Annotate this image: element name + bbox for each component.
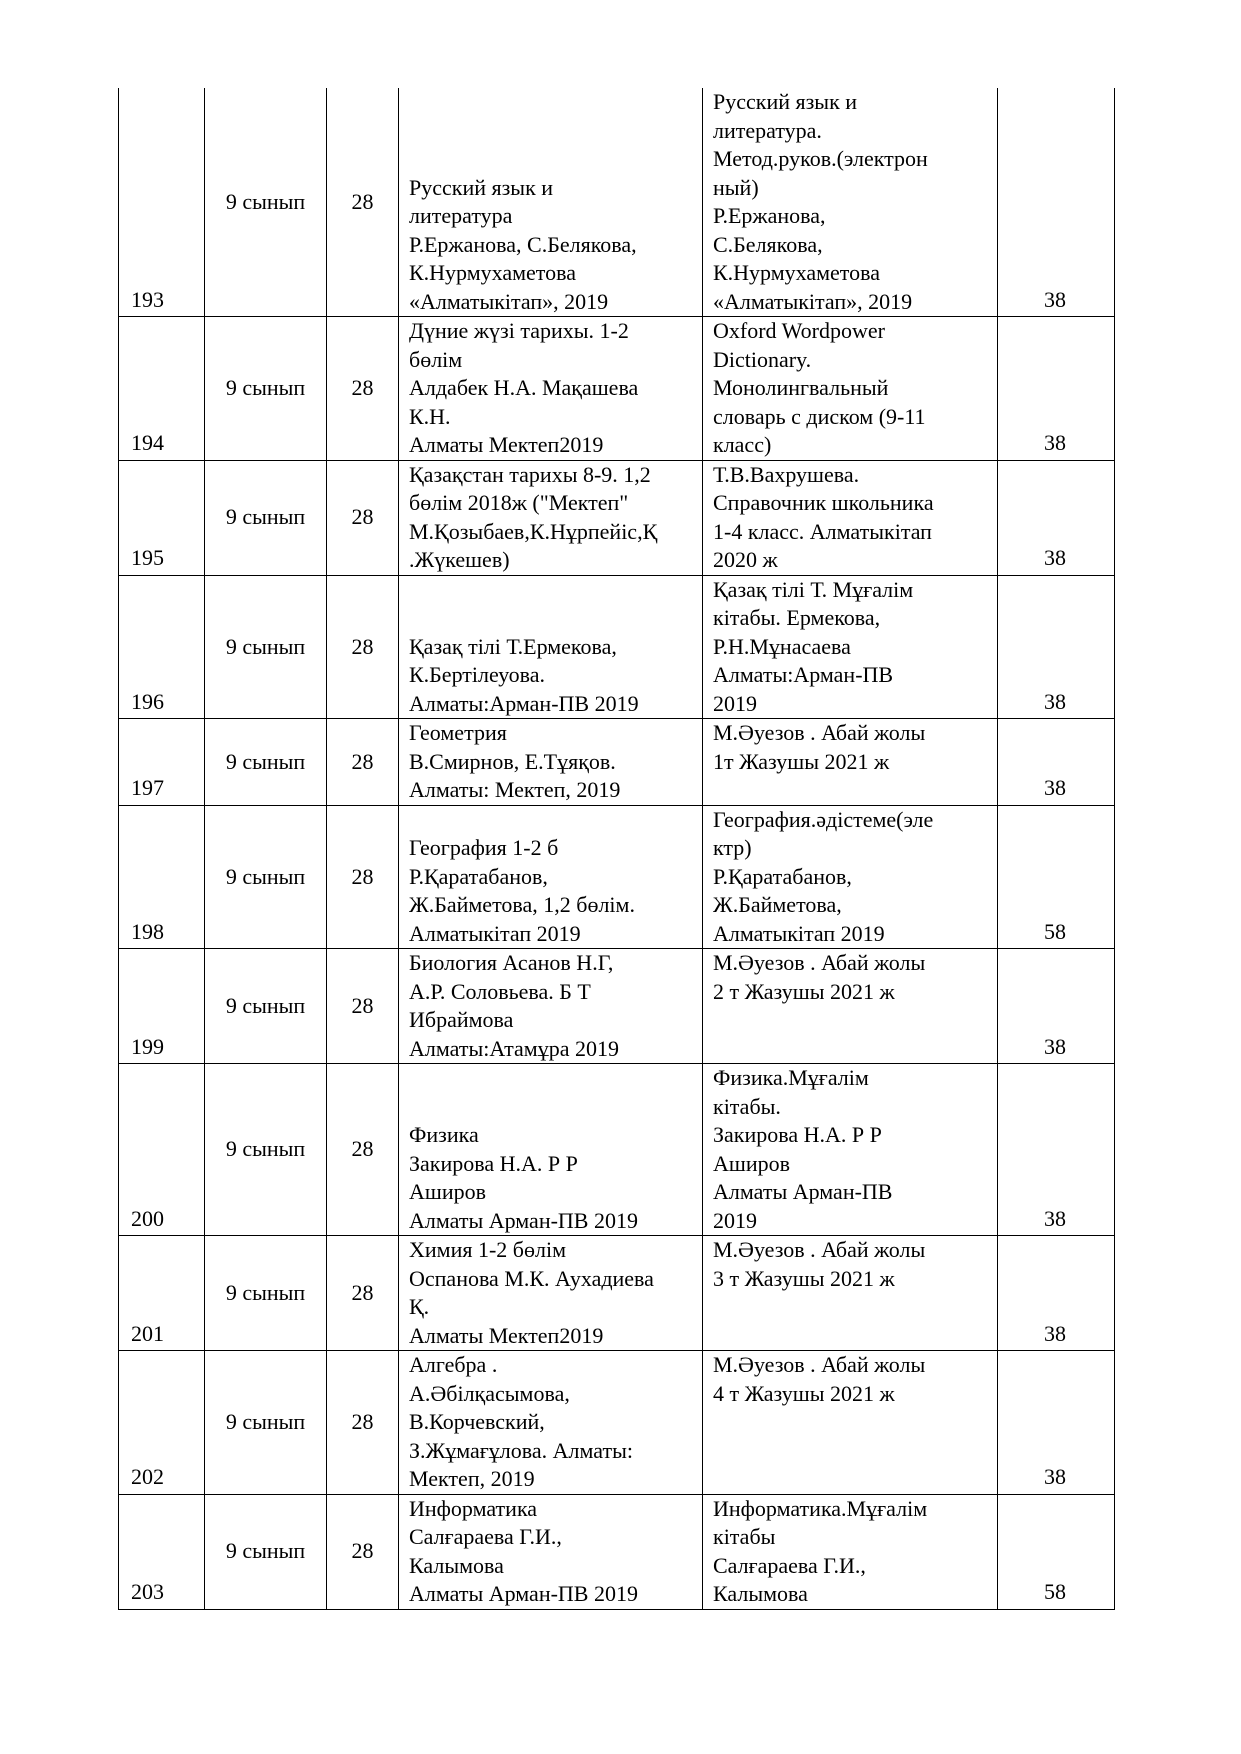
table-row [119, 1351, 1115, 1495]
quantity-cell: 38 [998, 1351, 1115, 1495]
student-count-cell: 28 [327, 460, 399, 575]
quantity-cell: 38 [998, 1236, 1115, 1351]
student-count-cell: 28 [327, 805, 399, 949]
student-count-cell: 28 [327, 1064, 399, 1236]
row-number-cell: 199 [119, 949, 205, 1064]
table-row [119, 317, 1115, 461]
student-count-cell: 28 [327, 719, 399, 806]
supplement-cell: М.Әуезов . Абай жолы 1т Жазушы 2021 ж [703, 719, 998, 806]
row-number-cell: 193 [119, 88, 205, 317]
textbook-cell: Қазақстан тарихы 8-9. 1,2 бөлім 2018ж ("Мектеп" М.Қозыбаев,К.Нұрпейіс,Қ .Жүкешев) [399, 460, 703, 575]
row-number-cell: 196 [119, 575, 205, 719]
table-row [119, 949, 1115, 1064]
table-row [119, 88, 1115, 317]
textbook-cell: Информатика Салғараева Г.И., Калымова Алматы Арман-ПВ 2019 [399, 1494, 703, 1609]
row-number-cell: 202 [119, 1351, 205, 1495]
grade-cell: 9 сынып [205, 317, 327, 461]
row-number-cell: 203 [119, 1494, 205, 1609]
supplement-cell: Физика.Мұғалім кітабы. Закирова Н.А. Р Р Аширов Алматы Арман-ПВ 2019 [703, 1064, 998, 1236]
table-row [119, 805, 1115, 949]
textbook-cell: Геометрия В.Смирнов, Е.Тұяқов. Алматы: Мектеп, 2019 [399, 719, 703, 806]
grade-cell: 9 сынып [205, 88, 327, 317]
quantity-cell: 38 [998, 317, 1115, 461]
textbook-cell: Алгебра . А.Әбілқасымова, В.Корчевский, З.Жұмағұлова. Алматы: Мектеп, 2019 [399, 1351, 703, 1495]
row-number-cell: 201 [119, 1236, 205, 1351]
student-count-cell: 28 [327, 949, 399, 1064]
supplement-cell: Oxford Wordpower Dictionary. Монолингвальный словарь с диском (9-11 класс) [703, 317, 998, 461]
supplement-cell: М.Әуезов . Абай жолы 4 т Жазушы 2021 ж [703, 1351, 998, 1495]
quantity-cell: 38 [998, 949, 1115, 1064]
row-number-cell: 195 [119, 460, 205, 575]
quantity-cell: 38 [998, 719, 1115, 806]
grade-cell: 9 сынып [205, 719, 327, 806]
row-number-cell: 198 [119, 805, 205, 949]
table-row [119, 575, 1115, 719]
student-count-cell: 28 [327, 1494, 399, 1609]
textbook-cell: Физика Закирова Н.А. Р Р Аширов Алматы Арман-ПВ 2019 [399, 1064, 703, 1236]
student-count-cell: 28 [327, 317, 399, 461]
table-row [119, 1494, 1115, 1609]
table-body [119, 88, 1115, 1609]
quantity-cell: 38 [998, 460, 1115, 575]
supplement-cell: Информатика.Мұғалім кітабы Салғараева Г.И., Калымова [703, 1494, 998, 1609]
supplement-cell: Қазақ тілі Т. Мұғалім кітабы. Ермекова, Р.Н.Мұнасаева Алматы:Арман-ПВ 2019 [703, 575, 998, 719]
student-count-cell: 28 [327, 1351, 399, 1495]
grade-cell: 9 сынып [205, 575, 327, 719]
table-row [119, 460, 1115, 575]
row-number-cell: 197 [119, 719, 205, 806]
textbook-cell: Биология Асанов Н.Г, А.Р. Соловьева. Б Т Ибраймова Алматы:Атамұра 2019 [399, 949, 703, 1064]
textbook-cell: Дүние жүзі тарихы. 1-2 бөлім Алдабек Н.А. Мақашева К.Н. Алматы Мектеп2019 [399, 317, 703, 461]
supplement-cell: М.Әуезов . Абай жолы 2 т Жазушы 2021 ж [703, 949, 998, 1064]
supplement-cell: М.Әуезов . Абай жолы 3 т Жазушы 2021 ж [703, 1236, 998, 1351]
table-row [119, 1064, 1115, 1236]
supplement-cell: Русский язык и литература. Метод.руков.(электрон ный) Р.Ержанова, С.Белякова, К.Нурмухаметова «Алматыкітап», 2019 [703, 88, 998, 317]
student-count-cell: 28 [327, 88, 399, 317]
row-number-cell: 200 [119, 1064, 205, 1236]
table-row [119, 1236, 1115, 1351]
table-row [119, 719, 1115, 806]
grade-cell: 9 сынып [205, 460, 327, 575]
grade-cell: 9 сынып [205, 1351, 327, 1495]
grade-cell: 9 сынып [205, 949, 327, 1064]
quantity-cell: 38 [998, 575, 1115, 719]
textbook-cell: География 1-2 б Р.Қаратабанов, Ж.Байметова, 1,2 бөлім. Алматыкітап 2019 [399, 805, 703, 949]
textbook-cell: Қазақ тілі Т.Ермекова, К.Бертілеуова. Алматы:Арман-ПВ 2019 [399, 575, 703, 719]
grade-cell: 9 сынып [205, 1064, 327, 1236]
textbook-cell: Химия 1-2 бөлім Оспанова М.К. Аухадиева Қ. Алматы Мектеп2019 [399, 1236, 703, 1351]
supplement-cell: География.әдістеме(эле ктр) Р.Қаратабанов, Ж.Байметова, Алматыкітап 2019 [703, 805, 998, 949]
student-count-cell: 28 [327, 1236, 399, 1351]
quantity-cell: 58 [998, 1494, 1115, 1609]
grade-cell: 9 сынып [205, 1236, 327, 1351]
grade-cell: 9 сынып [205, 805, 327, 949]
grade-cell: 9 сынып [205, 1494, 327, 1609]
supplement-cell: Т.В.Вахрушева. Справочник школьника 1-4 класс. Алматыкітап 2020 ж [703, 460, 998, 575]
textbook-table [118, 88, 1115, 1610]
quantity-cell: 38 [998, 1064, 1115, 1236]
row-number-cell: 194 [119, 317, 205, 461]
quantity-cell: 38 [998, 88, 1115, 317]
textbook-cell: Русский язык и литература Р.Ержанова, С.Белякова, К.Нурмухаметова «Алматыкітап», 2019 [399, 88, 703, 317]
student-count-cell: 28 [327, 575, 399, 719]
quantity-cell: 58 [998, 805, 1115, 949]
